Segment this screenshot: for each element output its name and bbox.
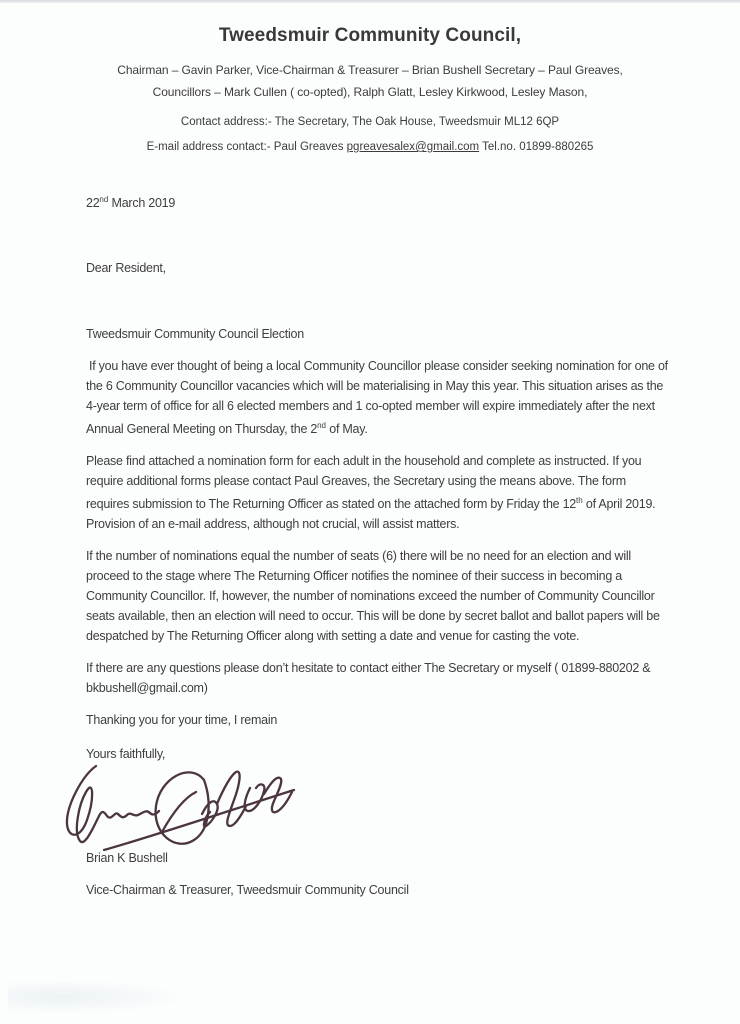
- subject-line: Tweedsmuir Community Council Election: [86, 327, 304, 342]
- header-councillors-line: Councillors – Mark Cullen ( co-opted), Ralph Glatt, Lesley Kirkwood, Lesley Mason,: [152, 85, 588, 99]
- date-rest: March 2019: [108, 196, 176, 211]
- signer-name: Brian K Bushell: [86, 851, 168, 866]
- paragraph-1: If you have ever thought of being a local Community Councillor please consider seeking nomination for one of the 6 Community Councillor vacancies which will be materialising in May this year. This situation arises as the 4-year term of office for all 6 elected members and 1 co-opted member will expire immediately after the next Annual General Meeting on Thursday, the 2nd of May.: [86, 359, 668, 437]
- scan-edge-top: [0, 0, 740, 3]
- email-contact-line: [0, 141, 740, 153]
- email-contact-prefix: E-mail address contact:- Paul Greaves: [146, 141, 347, 153]
- letter-body: [86, 190, 672, 900]
- date-day: 22: [86, 196, 100, 211]
- paragraph-2: Please find attached a nomination form for each adult in the household and complete as instructed. If you require additional forms please contact Paul Greaves, the Secretary using the means above. The form requires submission to The Returning Officer as stated on the attached form by Friday the 12th of April 2019. Provision of an e-mail address, although not crucial, will assist matters.: [86, 454, 656, 532]
- signer-title: Vice-Chairman & Treasurer, Tweedsmuir Community Council: [86, 883, 409, 898]
- closing-valediction: Yours faithfully,: [86, 747, 166, 762]
- salutation: Dear Resident,: [86, 261, 166, 276]
- closing-thanks: Thanking you for your time, I remain: [86, 713, 278, 728]
- signature-ink-icon: [54, 754, 306, 852]
- email-contact-suffix: Tel.no. 01899-880265: [479, 141, 594, 153]
- letter-title: Tweedsmuir Community Council,: [218, 25, 522, 46]
- contact-address-line: Contact address:- The Secretary, The Oak House, Tweedsmuir ML12 6QP: [180, 116, 560, 128]
- email-address: pgreavesalex@gmail.com: [346, 141, 480, 153]
- header-officers-line: Chairman – Gavin Parker, Vice-Chairman & Treasurer – Brian Bushell Secretary – Paul Greaves,: [117, 63, 623, 77]
- paragraph-3: If the number of nominations equal the number of seats (6) there will be no need for an election and will proceed to the stage where The Returning Officer notifies the nominee of their success in becoming a Community Councillor. If, however, the number of nominations exceed the number of Community Councillor seats available, then an election will need to occur. This will be done by secret ballot and ballot papers will be despatched by The Returning Officer along with setting a date and venue for casting the vote.: [86, 549, 660, 644]
- scan-artifact-bottom: [8, 980, 188, 1014]
- letter-header: [0, 0, 740, 153]
- paragraph-4: If there are any questions please don’t hesitate to contact either The Secretary or myself ( 01899-880202 & bkbushell@gmail.com): [86, 661, 651, 696]
- signature-handwritten: [54, 754, 306, 852]
- letter-date: [86, 190, 672, 213]
- date-ordinal: nd: [99, 195, 109, 204]
